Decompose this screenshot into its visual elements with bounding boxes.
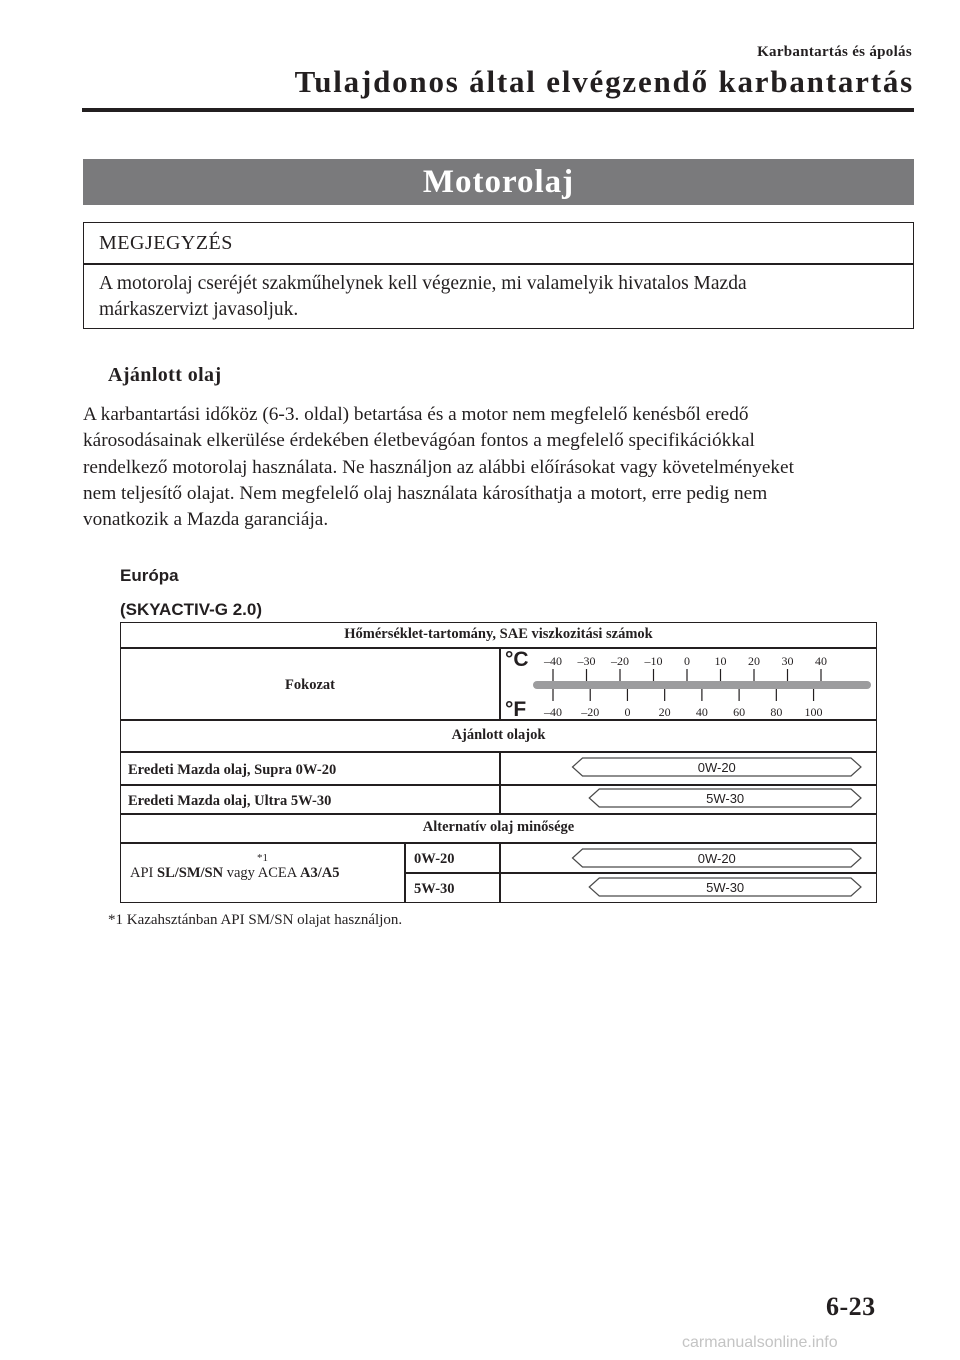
note-body	[99, 271, 898, 323]
fahrenheit-tick-label: 20	[658, 705, 671, 719]
note-line: A motorolaj cseréjét szakműhelynek kell végeznie, mi valamelyik hivatalos Mazda	[99, 273, 747, 294]
fahrenheit-tick-label: 80	[770, 705, 783, 719]
celsius-tick-label: 0	[684, 654, 690, 668]
grade-label: Fokozat	[285, 677, 335, 693]
fahrenheit-tick-label: 0	[624, 705, 631, 719]
note-line: márkaszervizt javasoljuk.	[99, 299, 299, 320]
body-line: károsodásainak elkerülése érdekében életbevágóan fontos a megfelelő specifikációkkal	[83, 430, 755, 452]
page-title: Tulajdonos által elvégzendő karbantartás	[294, 64, 914, 99]
api-grades: SL/SM/SN	[157, 865, 224, 881]
acea-grades: A3/A5	[300, 865, 340, 881]
body-line: A karbantartási időköz (6-3. oldal) betartása és a motor nem megfelelő kenésből eredő	[83, 404, 749, 425]
chapter-label: Karbantartás és ápolás	[757, 44, 912, 60]
note-title: MEGJEGYZÉS	[99, 232, 233, 254]
alt-grade-5w30: 5W-30	[414, 881, 455, 897]
fahrenheit-tick-label: 100	[804, 705, 823, 719]
body-line: rendelkező motorolaj használata. Ne használjon az alábbi előírásokat vagy követelményeket	[83, 456, 794, 478]
header-rule	[82, 108, 914, 112]
alt-grade-0w20: 0W-20	[414, 851, 455, 867]
celsius-tick-label: –10	[644, 654, 663, 668]
fahrenheit-symbol: °F	[505, 698, 527, 721]
body-line: nem teljesítő olajat. Nem megfelelő olaj használata károsíthatja a motort, erre pedig nem	[83, 482, 768, 504]
watermark: carmanualsonline.info	[682, 1334, 838, 1351]
viscosity-range-label: 0W-20	[697, 760, 736, 775]
oil-name-supra: Eredeti Mazda olaj, Supra 0W-20	[128, 762, 337, 778]
or-text: vagy ACEA	[223, 865, 301, 881]
recommended-oils-header: Ajánlott olajok	[451, 727, 546, 743]
oil-name-ultra: Eredeti Mazda olaj, Ultra 5W-30	[128, 793, 332, 809]
recommended-oil-body	[83, 402, 923, 533]
footnote-ref: *1	[257, 852, 268, 864]
table-header: Hőmérséklet-tartomány, SAE viszkozitási számok	[344, 626, 653, 642]
fahrenheit-tick-label: 40	[695, 705, 708, 719]
viscosity-range-label: 5W-30	[706, 791, 745, 806]
page-number: 6-23	[826, 1292, 876, 1321]
body-line: vonatkozik a Mazda garanciája.	[83, 509, 329, 531]
temperature-bar	[533, 681, 871, 689]
celsius-tick-label: 20	[748, 654, 760, 668]
viscosity-range-label: 0W-20	[697, 851, 736, 866]
recommended-oil-heading: Ajánlott olaj	[108, 364, 222, 386]
oil-viscosity-table	[120, 622, 877, 903]
celsius-tick-label: 40	[815, 654, 827, 668]
viscosity-range-label: 5W-30	[706, 880, 745, 895]
footnote: *1 Kazahsztánban API SM/SN olajat használjon.	[108, 912, 403, 928]
fahrenheit-tick-label: –20	[581, 705, 600, 719]
region-label: Európa	[120, 566, 179, 585]
alternative-quality-header: Alternatív olaj minősége	[422, 819, 575, 835]
celsius-tick-label: –40	[544, 654, 562, 668]
celsius-tick-label: 30	[781, 654, 794, 668]
api-prefix: API	[130, 865, 157, 881]
celsius-symbol: °C	[505, 648, 529, 671]
celsius-tick-label: –30	[577, 654, 596, 668]
section-title: Motorolaj	[83, 159, 914, 205]
fahrenheit-tick-label: –40	[544, 705, 562, 719]
fahrenheit-tick-label: 60	[733, 705, 746, 719]
note-divider	[84, 263, 913, 265]
temperature-scale	[121, 623, 878, 904]
celsius-tick-label: 10	[714, 654, 727, 668]
engine-label: (SKYACTIV-G 2.0)	[120, 600, 263, 619]
celsius-tick-label: –20	[611, 654, 629, 668]
note-box	[83, 222, 914, 329]
